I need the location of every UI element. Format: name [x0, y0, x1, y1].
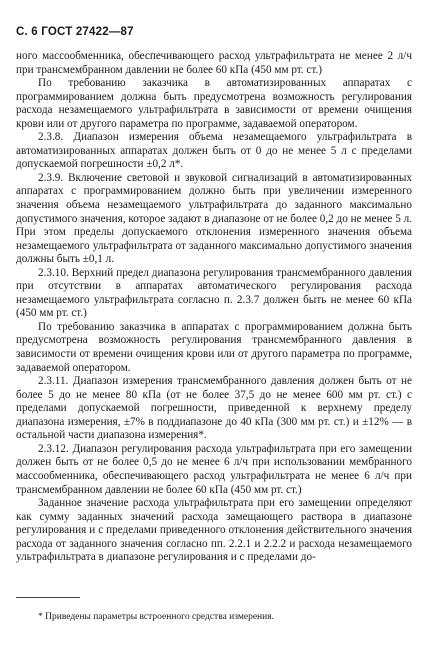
paragraph: По требованию заказчика в автоматизированных аппаратах с программированием должна быть предусмотрена возможность регулирования расхода незамещаемого ультрафильтрата в зависимости от времени очищения крови или от другого параметра по программе, задаваемой оператором.	[16, 77, 412, 130]
document-body	[16, 50, 412, 565]
paragraph-clause-2-3-8: 2.3.8. Диапазон измерения объема незамещаемого ультрафильтрата в автоматизированных аппаратах должен быть от 0 до не менее 5 л с пределами допускаемой погрешности ±0,2 л*.	[16, 131, 412, 171]
footnote: * Приведены параметры встроенного средства измерения.	[38, 612, 274, 622]
page-header: С. 6 ГОСТ 27422—87	[16, 26, 134, 38]
paragraph: По требованию заказчика в аппаратах с программированием должна быть предусмотрена возможность регулирования трансмембранного давления в зависимости от времени очищения крови или от другого параметра по программе, задаваемой оператором.	[16, 320, 412, 374]
footnote-divider	[16, 597, 80, 598]
paragraph-clause-2-3-12: 2.3.12. Диапазон регулирования расхода ультрафильтрата при его замещении должен быть от не более 0,5 до не менее 6 л/ч при использовании мембранного массообменника, обеспечивающего расход ультрафильтрата не менее 6 л/ч при трансмембранном давлении не более 60 кПа (450 мм рт. ст.)	[16, 442, 412, 496]
paragraph-clause-2-3-10: 2.3.10. Верхний предел диапазона регулирования трансмембранного давления при отсутствии в аппаратах автоматического регулирования расхода незамещаемого ультрафильтрата согласно п. 2.3.7 должен быть не менее 60 кПа (450 мм рт. ст.)	[16, 266, 412, 320]
paragraph-clause-2-3-9: 2.3.9. Включение световой и звуковой сигнализаций в автоматизированных аппаратах с программированием должно быть при увеличении измеренного значения объема незамещаемого ультрафильтрата до заданного максимально допустимого значения, которое задают в диапазоне от не более 0,2 до не менее 5 л. При этом пределы допускаемого отклонения измеренного значения объема незамещаемого ультрафильтрата от заданного максимально допустимого значения должны быть ±0,1 л.	[16, 171, 412, 266]
paragraph-clause-2-3-11: 2.3.11. Диапазон измерения трансмембранного давления должен быть от не более 5 до не менее 80 кПа (от не более 37,5 до не менее 600 мм рт. ст.) с пределами допускаемой погрешности, приведенной к верхнему пределу диапазона измерения, ±7% в поддиапазоне до 40 кПа (300 мм рт. ст.) и ±12% — в остальной части диапазона измерения*.	[16, 375, 412, 442]
paragraph: ного массообменника, обеспечивающего расход ультрафильтрата не менее 2 л/ч при трансмембранном давлении не более 60 кПа (450 мм рт. ст.)	[16, 50, 412, 76]
paragraph: Заданное значение расхода ультрафильтрата при его замещении определяют как сумму заданных значений расхода замещающего раствора в диапазоне регулирования и с пределами приведенного отклонения действительного значения расхода от заданного значения согласно пп. 2.2.1 и 2.2.2 и расхода незамещаемого ультрафильтрата в диапазоне регулирования и с пределами до-	[16, 497, 412, 564]
